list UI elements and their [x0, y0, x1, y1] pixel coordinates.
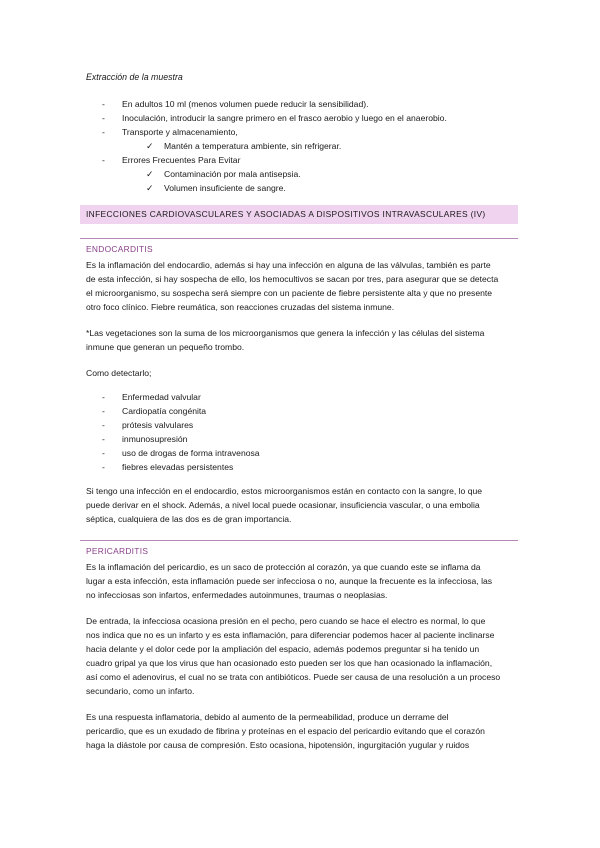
section-title-endocarditis: ENDOCARDITIS — [86, 244, 153, 254]
checkmark-icon: ✓ — [146, 141, 154, 151]
pericarditis-paragraph-1: Es la inflamación del pericardio, es un saco de protección al corazón, ya que cuando este se inflama da lugar a esta infección, esta inflamación puede ser infecciosa o no, aunque la frecuente es la infecciosa, las no infecciosas son infartos, enfermedades autoinmunes, traumas o neoplasias. — [86, 562, 493, 600]
detect-list — [86, 390, 516, 474]
list-item: - Transporte y almacenamiento, — [86, 125, 516, 139]
extraccion-list — [86, 97, 516, 139]
checkmark-icon: ✓ — [146, 169, 154, 179]
list-item: - fiebres elevadas persistentes — [86, 460, 516, 474]
errores-list — [86, 153, 516, 167]
section-title-pericarditis: PERICARDITIS — [86, 546, 149, 556]
section-subtitle-extraccion: Extracción de la muestra — [86, 72, 183, 82]
list-item: - inmunosupresión — [86, 432, 516, 446]
endocarditis-paragraph-2: *Las vegetaciones son la suma de los microorganismos que genera la infección y las células del sistema inmune que generan un pequeño trombo. — [86, 328, 485, 352]
errores-sublist — [86, 167, 516, 195]
pericarditis-paragraph-2: De entrada, la infecciosa ocasiona presión en el pecho, pero cuando se hace el electro es normal, lo que nos indica que no es un infarto y es esta inflamación, para diferenciar podemos hacer al paciente inclinarse hacia delante y el dolor cede por la ampliación del espacio, además podemos preguntar si ha tenido un cuadro gripal ya que los virus que han ocasionado esto pueden ser los que han ocasionado la inflamación, así como el adenovirus, el cual no se trata con antibióticos. Puede ser causa de una resolución a un proceso secundario, como un infarto. — [86, 616, 501, 696]
list-item: - Enfermedad valvular — [86, 390, 516, 404]
list-item: ✓ Mantén a temperatura ambiente, sin refrigerar. — [146, 141, 342, 151]
transporte-sublist — [86, 139, 516, 153]
endocarditis-paragraph-3: Si tengo una infección en el endocardio, estos microorganismos están en contacto con la sangre, lo que puede derivar en el shock. Además, a nivel local puede ocasionar, insuficiencia vascular, o una embolia séptica, cualquiera de las dos es de gran importancia. — [86, 486, 483, 524]
list-item: ✓ Volumen insuficiente de sangre. — [146, 183, 286, 193]
pericarditis-paragraph-3: Es una respuesta inflamatoria, debido al aumento de la permeabilidad, produce un derrame del pericardio, que es un exudado de fibrina y proteínas en el espacio del pericardio evitando que el corazón haga la diástole por causa de compresión. Esto ocasiona, hipotensión, ingurgitación yugular y ruidos — [86, 712, 485, 750]
list-item: - uso de drogas de forma intravenosa — [86, 446, 516, 460]
chapter-heading-band: INFECCIONES CARDIOVASCULARES Y ASOCIADAS A DISPOSITIVOS INTRAVASCULARES (IV) — [80, 205, 518, 224]
endocarditis-paragraph-1: Es la inflamación del endocardio, además si hay una infección en alguna de las válvulas, también es parte de esta infección, si hay sospecha de ello, los hemocultivos se sacan por tres, para asegurar que se detecta el microorganismo, su sospecha será siempre con un paciente de fiebre persistente alta y que no presente otro foco clínico. Fiebre reumática, son reacciones cruzadas del sistema inmune. — [86, 260, 499, 312]
section-divider — [80, 238, 518, 239]
list-item: - Errores Frecuentes Para Evitar — [86, 153, 516, 167]
list-item: - Cardiopatía congénita — [86, 404, 516, 418]
detect-label: Como detectarlo; — [86, 368, 152, 378]
list-item: ✓ Contaminación por mala antisepsia. — [146, 169, 301, 179]
checkmark-icon: ✓ — [146, 183, 154, 193]
section-divider — [80, 540, 518, 541]
list-item: - prótesis valvulares — [86, 418, 516, 432]
list-item: - En adultos 10 ml (menos volumen puede reducir la sensibilidad). — [86, 97, 516, 111]
list-item: - Inoculación, introducir la sangre primero en el frasco aerobio y luego en el anaerobio. — [86, 111, 516, 125]
